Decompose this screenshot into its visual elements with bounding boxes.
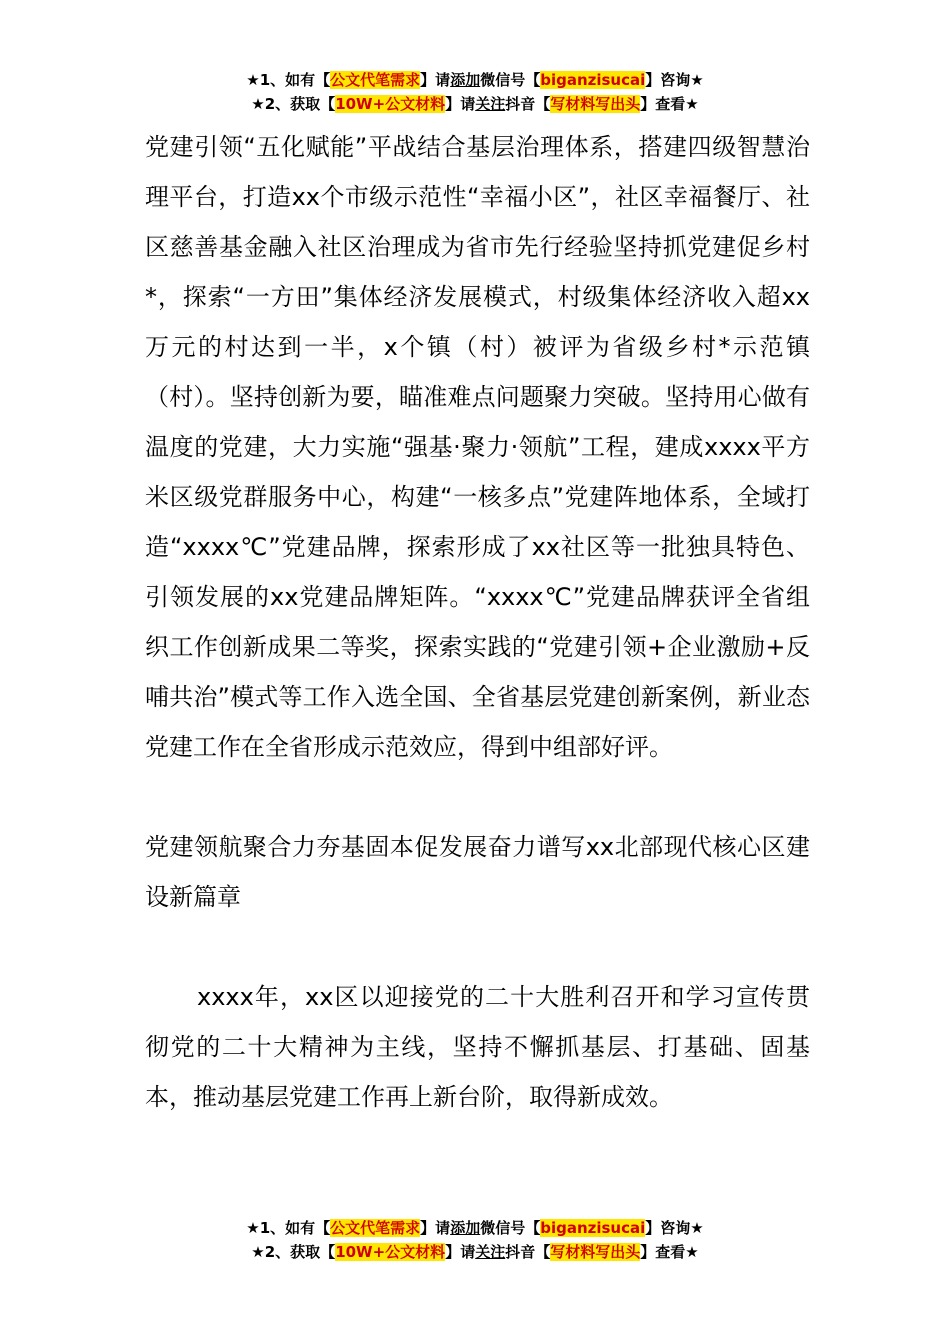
banner-highlight: 10W+公文材料 <box>335 1243 446 1261</box>
header-banner-line-1 <box>0 68 950 92</box>
banner-text: 】咨询★ <box>645 1219 704 1237</box>
section-heading: 党建领航聚合力夯基固本促发展奋力谱写xx北部现代核心区建设新篇章 <box>145 833 810 911</box>
header-banner-line-2 <box>0 92 950 116</box>
banner-text: 】咨询★ <box>645 71 704 89</box>
banner-text: ★2、获取【 <box>251 1243 336 1261</box>
banner-highlight: 写材料写出头 <box>550 1243 641 1261</box>
banner-text: ★2、获取【 <box>251 95 336 113</box>
banner-text: 】请 <box>445 1243 476 1261</box>
banner-highlight: 写材料写出头 <box>550 95 641 113</box>
banner-highlight: 公文代笔需求 <box>330 71 421 89</box>
footer-banner <box>0 1216 950 1264</box>
document-body <box>145 122 810 1122</box>
footer-banner-line-2 <box>0 1240 950 1264</box>
banner-text: ★1、如有【 <box>246 71 331 89</box>
banner-text: 微信号【 <box>480 71 541 89</box>
banner-text: 】查看★ <box>640 95 699 113</box>
footer-banner-line-1 <box>0 1216 950 1240</box>
banner-highlight: 公文代笔需求 <box>330 1219 421 1237</box>
banner-underlined-text: 添加 <box>450 71 481 89</box>
banner-text: 】请 <box>445 95 476 113</box>
banner-highlight: biganzisucai <box>540 1219 646 1237</box>
banner-text: 】请 <box>420 71 451 89</box>
banner-text: 】查看★ <box>640 1243 699 1261</box>
banner-text: ★1、如有【 <box>246 1219 331 1237</box>
body-paragraph-1: 党建引领“五化赋能”平战结合基层治理体系，搭建四级智慧治理平台，打造xx个市级示范性“幸福小区”，社区幸福餐厅、社区慈善基金融入社区治理成为省市先行经验坚持抓党建促乡村*，探索“一方田”集体经济发展模式，村级集体经济收入超xx万元的村达到一半，x个镇（村）被评为省级乡村*示范镇（村）。坚持创新为要，瞄准难点问题聚力突破。坚持用心做有温度的党建，大力实施“强基·聚力·领航”工程，建成xxxx平方米区级党群服务中心，构建“一核多点”党建阵地体系，全域打造“xxxx℃”党建品牌，探索形成了xx社区等一批独具特色、引领发展的xx党建品牌矩阵。“xxxx℃”党建品牌获评全省组织工作创新成果二等奖，探索实践的“党建引领+企业激励+反哺共治”模式等工作入选全国、全省基层党建创新案例，新业态党建工作在全省形成示范效应，得到中组部好评。 <box>145 133 810 761</box>
banner-highlight: 10W+公文材料 <box>335 95 446 113</box>
banner-text: 】请 <box>420 1219 451 1237</box>
banner-text: 微信号【 <box>480 1219 541 1237</box>
header-banner <box>0 68 950 116</box>
banner-highlight: biganzisucai <box>540 71 646 89</box>
body-paragraph-2: xxxx年，xx区以迎接党的二十大胜利召开和学习宣传贯彻党的二十大精神为主线，坚持不懈抓基层、打基础、固基本，推动基层党建工作再上新台阶，取得新成效。 <box>145 983 810 1111</box>
banner-text: 抖音【 <box>505 95 551 113</box>
banner-underlined-text: 添加 <box>450 1219 481 1237</box>
banner-underlined-text: 关注 <box>475 95 506 113</box>
banner-underlined-text: 关注 <box>475 1243 506 1261</box>
banner-text: 抖音【 <box>505 1243 551 1261</box>
